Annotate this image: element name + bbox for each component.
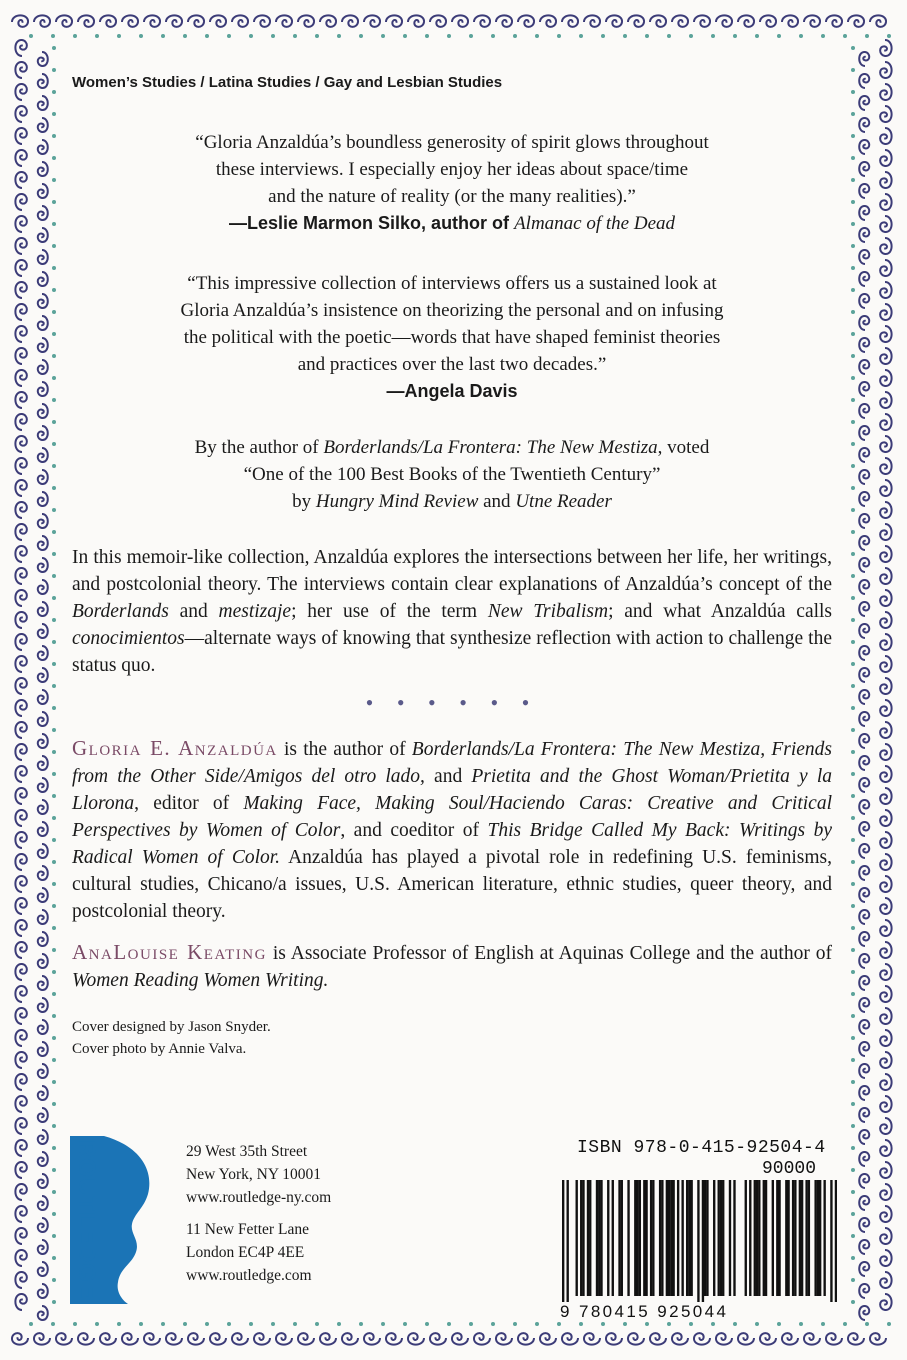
barcode-bar [835,1180,837,1302]
barcode-bar [668,1180,670,1296]
barcode-bar [720,1180,722,1296]
barcode-bar [636,1180,638,1296]
quote-line: these interviews. I especially enjoy her ideas about space/time [215,159,689,180]
byline-line3 [72,488,832,515]
website-link[interactable]: www.routledge-ny.com [186,1189,332,1206]
barcode-bar [686,1180,688,1296]
byline-line1 [72,434,832,461]
barcode-bar [567,1180,569,1302]
barcode-bar [733,1180,735,1296]
barcode-bar [607,1180,609,1296]
address-ny [186,1140,331,1209]
barcode-bar [808,1180,810,1296]
barcode-bar [817,1180,819,1296]
attribution-davis: —Angela Davis [386,381,518,401]
barcode-bar [787,1180,789,1296]
credit-designer: Cover designed by Jason Snyder. [72,1019,271,1035]
quote-line: and the nature of reality (or the many realities).” [268,186,636,207]
barcode-bar [756,1180,758,1296]
barcode-bar [670,1180,672,1296]
barcode-bar [713,1180,715,1296]
routledge-logo-text: ROUTLEDGE [73,1140,101,1300]
barcode-bar [706,1180,708,1296]
barcode-bar [799,1180,801,1296]
barcode-bar [618,1180,620,1296]
barcode-bar [805,1180,807,1296]
address-line: 29 West 35th Street [186,1143,308,1160]
barcode-icon [562,1180,837,1302]
barcode-bar [794,1180,796,1296]
address-line: New York, NY 10001 [186,1166,322,1183]
barcode-bar [643,1180,645,1296]
credits [72,1016,832,1060]
barcode-bar [600,1180,602,1296]
barcode-bar [745,1180,747,1296]
barcode-bar [580,1180,582,1296]
website-link[interactable]: www.routledge.com [186,1267,312,1284]
barcode-bar [627,1180,629,1296]
barcode-bar [704,1180,706,1296]
quote-line: and practices over the last two decades.” [297,354,607,375]
author-name: Gloria E. Anzaldúa [72,736,278,760]
cover-content [72,74,832,1060]
barcode-bar [776,1180,778,1296]
byline-and: and [483,491,511,512]
barcode-bar [661,1180,663,1296]
attribution-silko [72,210,832,237]
barcode-bar [587,1180,589,1296]
barcode-bar [621,1180,623,1296]
barcode-bar [722,1180,724,1296]
barcode-bar [666,1180,668,1296]
credit-photo: Cover photo by Annie Valva. [72,1041,247,1057]
quote-silko [72,129,832,210]
category-line: Women’s Studies / Latina Studies / Gay and Lesbian Studies [72,74,503,91]
barcode-bar [758,1180,760,1296]
barcode-bar [785,1180,787,1296]
byline-by: by [292,491,312,512]
separator-dots: • • • • • • [365,690,539,715]
barcode-bar [681,1180,683,1296]
barcode-bar [792,1180,794,1296]
barcode-bar [659,1180,661,1296]
address-line: 11 New Fetter Lane [186,1221,309,1238]
barcode-bar [562,1180,564,1302]
barcode-bar [589,1180,591,1296]
barcode-bar [582,1180,584,1296]
address-uk [186,1218,312,1287]
attribution-work: Almanac of the Dead [514,213,675,234]
editor-bio: AnaLouise Keating is Associate Professor of English at Aquinas College and the author of Women Reading Women Writing. [72,940,832,991]
byline-magazine-2: Utne Reader [515,491,612,512]
quote-line: Gloria Anzaldúa’s insistence on theorizing the personal and on infusing [180,300,724,321]
barcode-bar [819,1180,821,1296]
quote-davis [72,270,832,378]
barcode-bar [639,1180,641,1296]
barcode-number: 9 780415 925044 [560,1302,729,1321]
byline-suffix: , voted [657,437,710,458]
barcode-bar [697,1180,699,1302]
barcode-bar [823,1180,825,1296]
barcode-bar [801,1180,803,1296]
barcode-bar [778,1180,780,1296]
barcode-bar [650,1180,652,1296]
barcode-bar [652,1180,654,1296]
barcode-bar [645,1180,647,1296]
barcode-bar [718,1180,720,1296]
barcode-bar [598,1180,600,1296]
author-bio: Gloria E. Anzaldúa is the author of Borderlands/La Frontera: The New Mestiza, Friends from the Other Side/Amigos del otro lado, and Prietita and the Ghost Woman/Prietita y la Llorona, editor of Making Face, Making Soul/Haciendo Caras: Creative and Critical Perspectives by Women of Color, and coeditor of This Bridge Called My Back: Writings by Radical Women of Color. Anzaldúa has played a pivotal role in redefining U.S. feminisms, cultural studies, Chicano/a issues, U.S. American literature, ethnic studies, queer theory, and postcolonial theory. [72,736,833,922]
quote-line: “This impressive collection of interviews offers us a sustained look at [187,273,717,294]
byline-prefix: By the author of [194,437,319,458]
barcode-bar [749,1180,751,1296]
barcode-bar [576,1180,578,1296]
description: In this memoir-like collection, Anzaldúa explores the intersections between her life, her writings, and postcolonial theory. The interviews contain clear explanations of Anzaldúa’s concept of the Borderlands and mestizaje; her use of the term New Tribalism; and what Anzaldúa calls conocimientos—alternate ways of knowing that synthesize reflection with action to challenge the status quo. [72,547,833,676]
barcode-bar [634,1180,636,1296]
barcode-bar [729,1180,731,1296]
barcode-bar [830,1180,832,1302]
byline-book: Borderlands/La Frontera: The New Mestiza [323,437,658,458]
barcode-bar [690,1180,692,1296]
barcode-bar [763,1180,765,1296]
barcode-bar [765,1180,767,1296]
byline-magazine-1: Hungry Mind Review [315,491,479,512]
quote-line: the political with the poetic—words that have shaped feminist theories [183,327,721,348]
price-code: 90000 [762,1159,817,1179]
byline-block [72,434,832,515]
quote-line: “Gloria Anzaldúa’s boundless generosity of spirit glows throughout [195,132,709,153]
barcode-bar [612,1180,614,1296]
attribution-text: —Leslie Marmon Silko, author of [229,213,510,233]
barcode-bar [814,1180,816,1296]
isbn-label: ISBN 978-0-415-92504-4 [577,1138,826,1158]
barcode-bar [672,1180,674,1296]
barcode-bar [596,1180,598,1296]
barcode-bar [702,1180,704,1302]
barcode-bar [677,1180,679,1296]
editor-name: AnaLouise Keating [72,940,267,964]
address-line: London EC4P 4EE [186,1244,305,1261]
barcode-bar [772,1180,774,1296]
byline-line2: “One of the 100 Best Books of the Twentieth Century” [243,464,661,485]
barcode-bar [754,1180,756,1296]
barcode-bar [688,1180,690,1296]
